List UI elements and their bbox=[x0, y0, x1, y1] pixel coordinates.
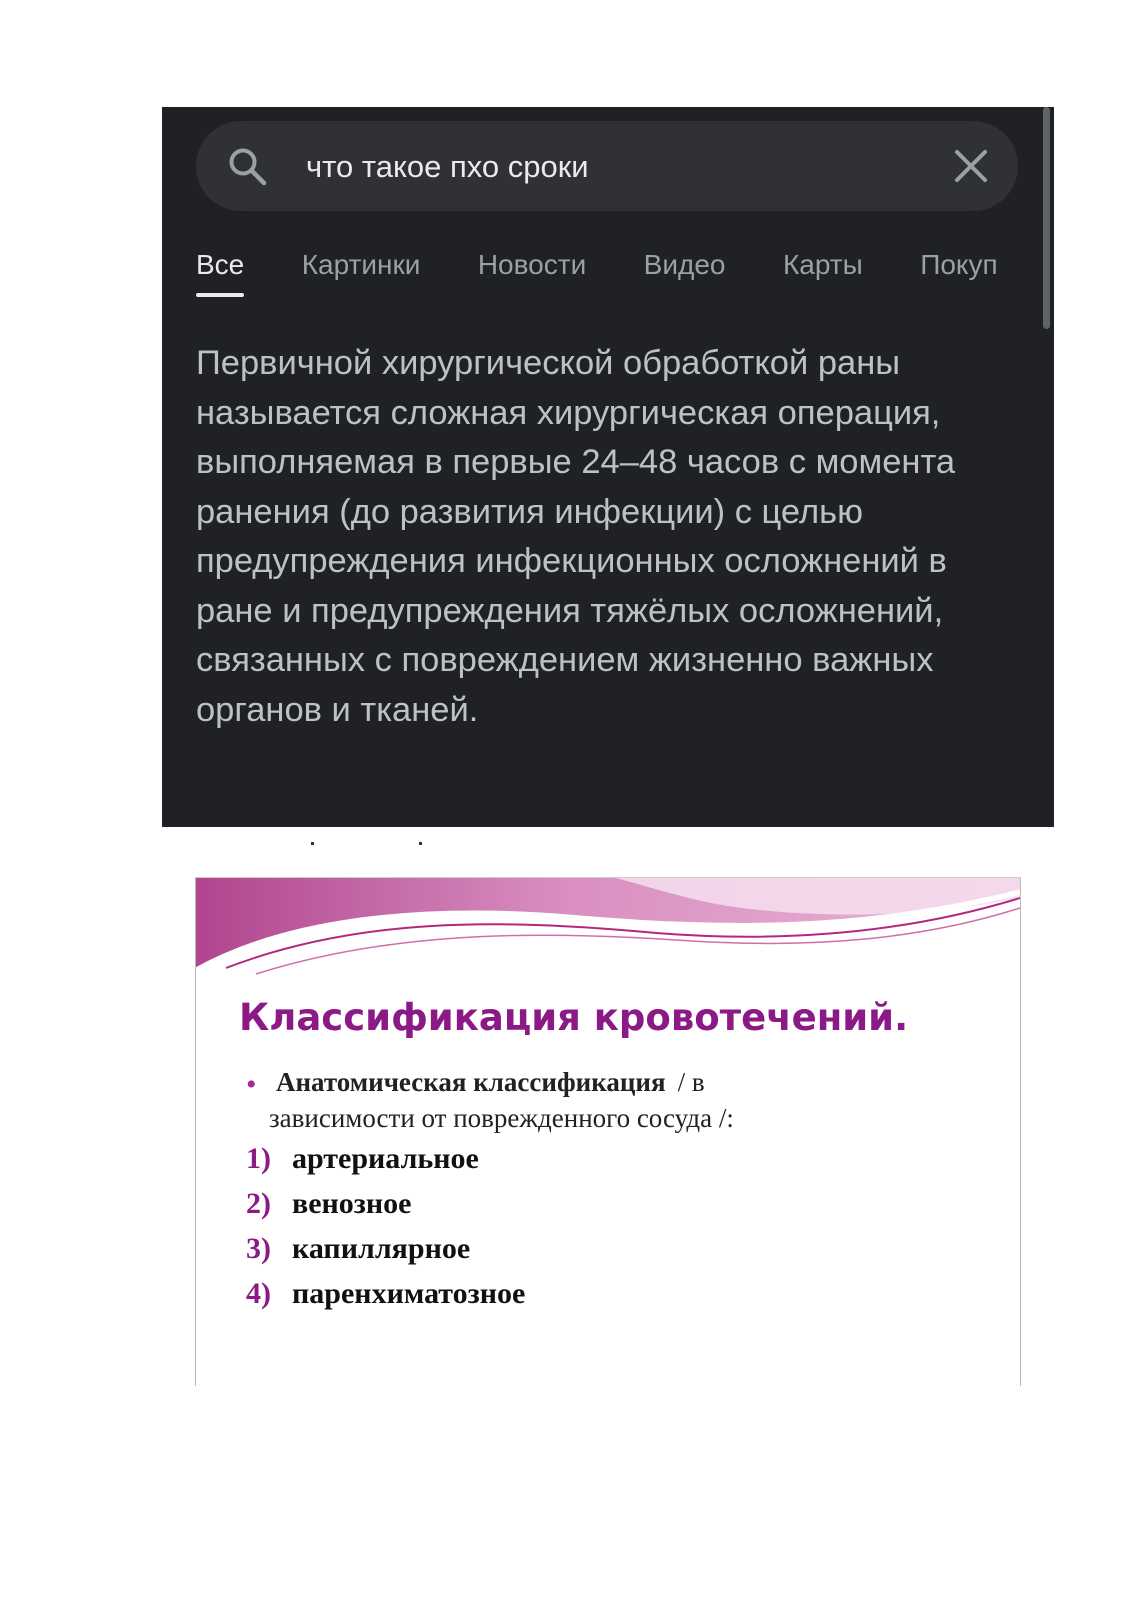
stray-dot bbox=[419, 842, 422, 845]
scrollbar[interactable] bbox=[1043, 107, 1050, 329]
tab-news[interactable]: Новости bbox=[477, 249, 587, 280]
search-icon[interactable] bbox=[226, 145, 268, 187]
list-item bbox=[246, 1136, 525, 1181]
close-icon bbox=[948, 143, 994, 189]
slide-bullet bbox=[246, 1064, 986, 1136]
search-bar[interactable] bbox=[196, 121, 1018, 211]
list-text: капиллярное bbox=[292, 1232, 471, 1265]
list-number: 4) bbox=[246, 1277, 271, 1310]
list-item bbox=[246, 1181, 525, 1226]
bullet-text-b: зависимости от поврежденного сосуда /: bbox=[269, 1103, 734, 1133]
list-number: 3) bbox=[246, 1232, 271, 1265]
list-item bbox=[246, 1271, 525, 1316]
tab-video[interactable]: Видео bbox=[643, 249, 726, 280]
list-number: 1) bbox=[246, 1142, 271, 1175]
search-tabs bbox=[196, 245, 1051, 295]
bullet-text-a: / в bbox=[677, 1067, 705, 1097]
list-text: артериальное bbox=[292, 1142, 479, 1175]
tab-maps[interactable]: Карты bbox=[782, 249, 863, 280]
stray-dot bbox=[311, 842, 314, 845]
bleeding-types-list bbox=[246, 1136, 525, 1316]
search-screenshot bbox=[162, 107, 1054, 827]
clear-search-button[interactable] bbox=[948, 143, 994, 189]
bullet-dot-icon: • bbox=[246, 1068, 257, 1101]
slide-title: Классификация кровотечений. bbox=[239, 996, 909, 1039]
slide-header-wave bbox=[196, 878, 1020, 978]
list-item bbox=[246, 1226, 525, 1271]
tab-all[interactable]: Все bbox=[196, 245, 244, 285]
list-text: венозное bbox=[292, 1187, 412, 1220]
answer-snippet: Первичной хирургической обработкой раны называется сложная хирургическая операция, выполняемая в первые 24–48 часов с момента ранения (до развития инфекции) с целью предупреждения инфекционных осложнений в ране и предупреждения тяжёлых осложнений, связанных с повреждением жизненно важных органов и тканей. bbox=[196, 344, 956, 729]
list-text: паренхиматозное bbox=[292, 1277, 526, 1310]
tab-shopping[interactable]: Покуп bbox=[920, 249, 998, 280]
search-input[interactable] bbox=[304, 121, 928, 213]
presentation-slide bbox=[195, 877, 1021, 1386]
bullet-strong-text: Анатомическая классификация bbox=[276, 1067, 666, 1097]
tab-images[interactable]: Картинки bbox=[301, 249, 421, 280]
list-number: 2) bbox=[246, 1187, 271, 1220]
